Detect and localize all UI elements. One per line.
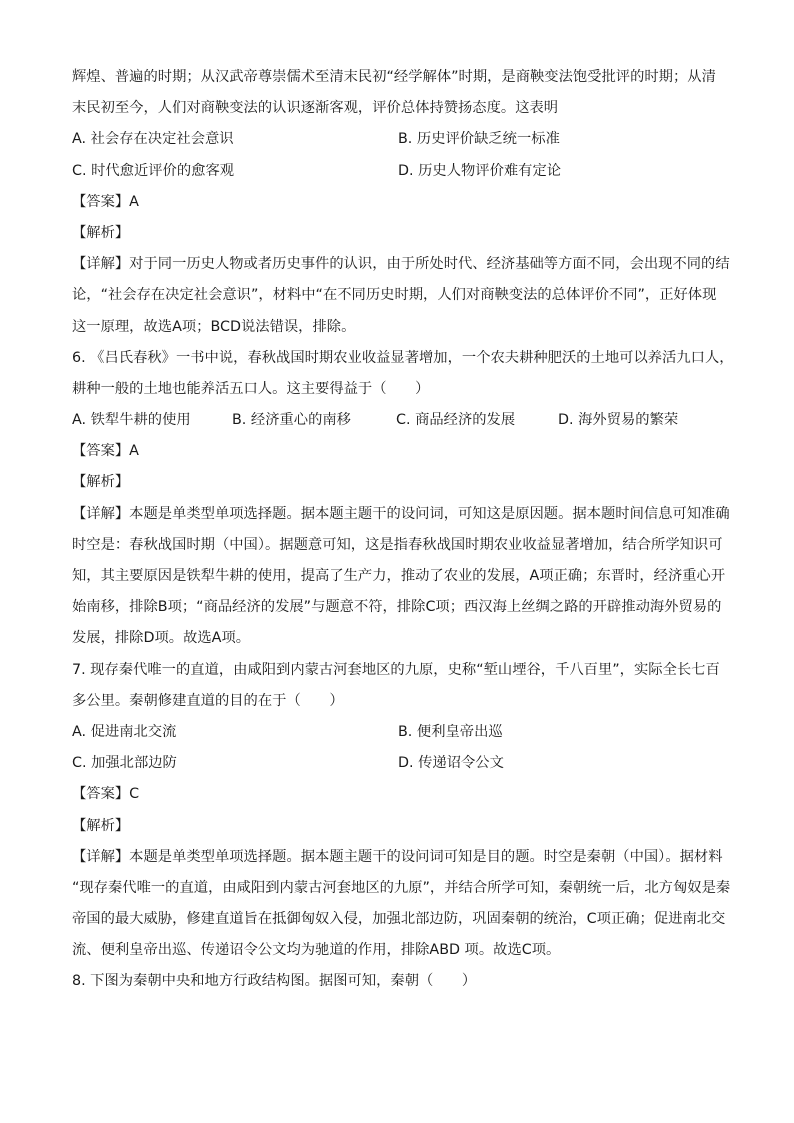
question-5 — [72, 62, 732, 343]
option-d: D. 海外贸易的繁荣 — [558, 412, 679, 429]
detail-line: 论，“社会存在决定社会意识”，材料中“在不同历史时期，人们对商鞅变法的总体评价不同”，正好体现 — [72, 287, 717, 304]
answer-label: 【答案】C — [72, 786, 140, 803]
detail-line: “现存秦代唯一的直道，由咸阳到内蒙古河套地区的九原”，并结合所学可知，秦朝统一后，北方匈奴是秦 — [72, 879, 731, 896]
detail-line: 发展，排除D项。故选A项。 — [72, 630, 251, 647]
option-c: C. 商品经济的发展 — [396, 412, 516, 429]
options-row — [72, 405, 732, 436]
analysis-label: 【解析】 — [72, 224, 130, 241]
option-d: D. 传递诏令公文 — [398, 755, 504, 772]
analysis-label: 【解析】 — [72, 817, 130, 834]
answer-label: 【答案】A — [72, 193, 139, 210]
question-stem-line: 8. 下图为秦朝中央和地方行政结构图。据图可知，秦朝（ ） — [72, 973, 477, 990]
detail-line: 流、便利皇帝出巡、传递诏令公文均为驰道的作用，排除ABD 项。故选C项。 — [72, 942, 561, 959]
option-b: B. 经济重心的南移 — [232, 412, 351, 429]
document-page — [72, 62, 732, 998]
options-row — [72, 717, 732, 748]
detail-line: 帝国的最大威胁，修建直道旨在抵御匈奴入侵，加强北部边防，巩固秦朝的统治，C项正确；促进南北交 — [72, 911, 726, 928]
detail-line: 时空是：春秋战国时期（中国）。据题意可知，这是指春秋战国时期农业收益显著增加，结合所学知识可 — [72, 536, 723, 553]
detail-line: 【详解】本题是单类型单项选择题。据本题主题干的设问词可知是目的题。时空是秦朝（中国）。据材料 — [72, 848, 723, 865]
detail-line: 这一原理，故选A项；BCD说法错误，排除。 — [72, 318, 356, 335]
options-row — [72, 748, 732, 779]
question-stem-line: 耕种一般的土地也能养活五口人。这主要得益于（ ） — [72, 380, 430, 397]
option-c: C. 加强北部边防 — [72, 755, 177, 772]
detail-line: 知，其主要原因是铁犁牛耕的使用，提高了生产力，推动了农业的发展，A项正确；东晋时，经济重心开 — [72, 568, 726, 584]
analysis-label: 【解析】 — [72, 474, 130, 491]
option-d: D. 历史人物评价难有定论 — [398, 162, 562, 179]
option-a: A. 社会存在决定社会意识 — [72, 131, 234, 148]
options-row — [72, 156, 732, 187]
question-stem-line: 6. 《吕氏春秋》一书中说，春秋战国时期农业收益显著增加，一个农夫耕种肥沃的土地可以养活九口人， — [72, 349, 734, 366]
question-6 — [72, 343, 732, 655]
question-stem-line: 辉煌、普遍的时期；从汉武帝尊崇儒术至清末民初“经学解体”时期，是商鞅变法饱受批评的时期；从清 — [72, 69, 716, 85]
option-b: B. 历史评价缺乏统一标准 — [398, 131, 560, 148]
options-row — [72, 124, 732, 155]
question-stem-line: 7. 现存秦代唯一的直道，由咸阳到内蒙古河套地区的九原，史称“堑山堙谷，千八百里”，实际全长七百 — [72, 661, 720, 678]
question-stem-line: 多公里。秦朝修建直道的目的在于（ ） — [72, 692, 344, 709]
detail-line: 【详解】对于同一历史人物或者历史事件的认识，由于所处时代、经济基础等方面不同，会出现不同的结 — [72, 256, 730, 273]
option-b: B. 便利皇帝出巡 — [398, 723, 503, 740]
detail-line: 始南移，排除B项；“商品经济的发展”与题意不符，排除C项；西汉海上丝绸之路的开辟推动海外贸易的 — [72, 599, 722, 616]
option-a: A. 铁犁牛耕的使用 — [72, 412, 191, 429]
question-7 — [72, 655, 732, 967]
answer-label: 【答案】A — [72, 443, 139, 460]
question-stem-line: 末民初至今，人们对商鞅变法的认识逐渐客观，评价总体持赞扬态度。这表明 — [72, 100, 559, 117]
option-c: C. 时代愈近评价的愈客观 — [72, 162, 235, 179]
option-a: A. 促进南北交流 — [72, 723, 177, 740]
question-8 — [72, 966, 732, 997]
detail-line: 【详解】本题是单类型单项选择题。据本题主题干的设问词，可知这是原因题。据本题时间信息可知准确 — [72, 505, 730, 522]
